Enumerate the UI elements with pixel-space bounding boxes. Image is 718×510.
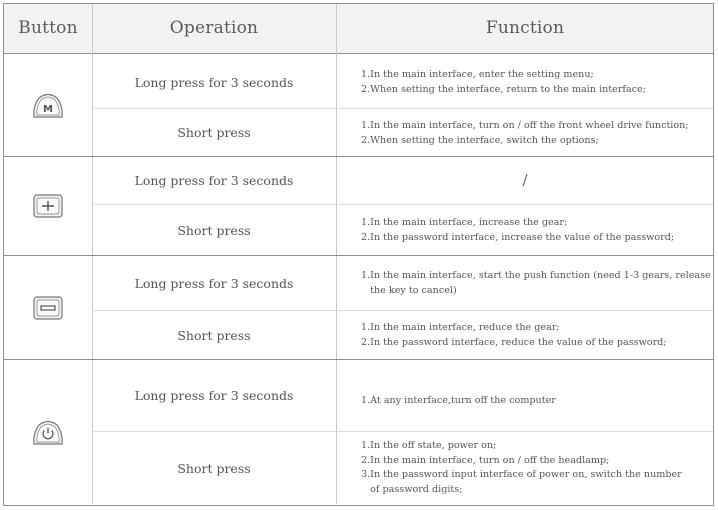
operation-cell: Long press for 3 seconds — [134, 173, 294, 188]
function-cell — [337, 157, 713, 204]
header-operation: Operation — [169, 18, 259, 38]
table-header — [4, 4, 713, 54]
operation-cell: Short press — [177, 327, 251, 343]
function-line: 1.At any interface,turn off the computer — [361, 395, 556, 406]
minus-button-icon — [4, 256, 92, 359]
function-cell — [337, 205, 713, 255]
function-line: the key to cancel) — [361, 285, 457, 296]
header-function: Function — [485, 18, 565, 38]
power-button-icon — [4, 360, 92, 504]
function-line: 2.When setting the interface, return to the main interface; — [361, 84, 646, 95]
function-line: / — [522, 171, 528, 189]
operation-cell: Long press for 3 seconds — [134, 275, 294, 291]
function-cell — [337, 56, 713, 108]
operation-cell: Long press for 3 seconds — [134, 388, 294, 403]
operation-cell: Short press — [177, 460, 251, 476]
function-line: 3.In the password input interface of power on, switch the number — [361, 469, 682, 480]
function-line: 1.In the main interface, reduce the gear; — [361, 322, 560, 333]
plus-button-icon — [4, 157, 92, 255]
header-button: Button — [18, 18, 78, 38]
operation-cell: Long press for 3 seconds — [134, 74, 294, 90]
function-line: of password digits; — [361, 483, 463, 495]
function-cell — [337, 256, 713, 310]
function-cell — [337, 432, 713, 504]
function-line: 1.In the main interface, turn on / off the front wheel drive function; — [361, 119, 689, 131]
function-line: 2.When setting the interface, switch the options; — [361, 134, 599, 146]
function-line: 2.In the main interface, turn on / off the headlamp; — [361, 454, 610, 466]
function-line: 2.In the password interface, reduce the value of the password; — [361, 337, 667, 348]
function-line: 1.In the main interface, start the push function (need 1-3 gears, release — [361, 270, 711, 281]
function-cell — [337, 360, 713, 431]
function-line: 1.In the main interface, increase the gear; — [361, 217, 568, 228]
m-button-icon — [4, 54, 92, 156]
button-function-table — [3, 3, 714, 506]
operation-cell: Short press — [177, 125, 251, 140]
function-line: 1.In the main interface, enter the setting menu; — [361, 69, 594, 80]
svg-text:M: M — [43, 104, 53, 115]
function-cell — [337, 109, 713, 156]
function-line: 2.In the password interface, increase the value of the password; — [361, 232, 675, 243]
operation-cell: Short press — [177, 222, 251, 238]
function-cell — [337, 311, 713, 359]
function-line: 1.In the off state, power on; — [361, 440, 497, 451]
